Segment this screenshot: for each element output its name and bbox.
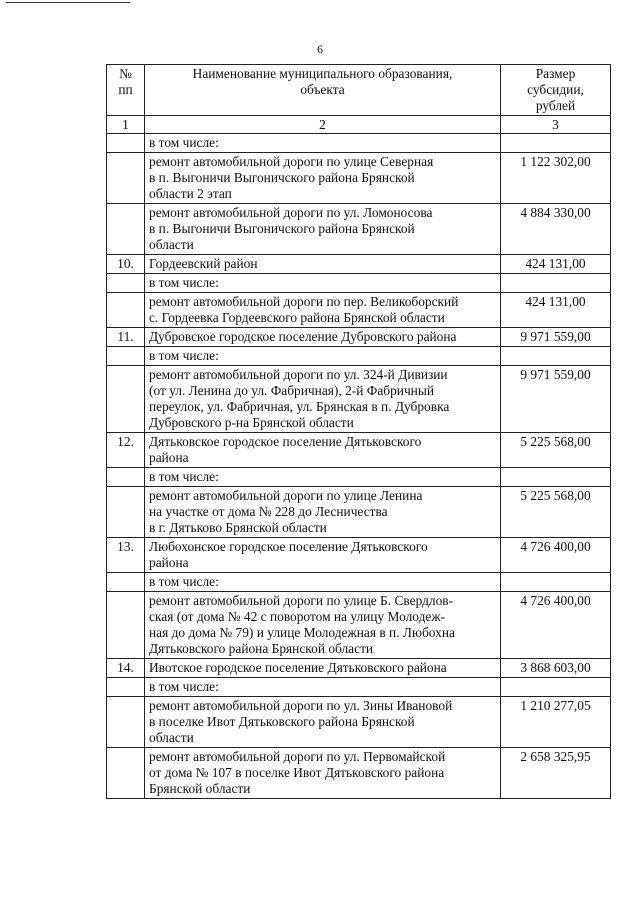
- object-name: ремонт автомобильной дороги по ул. Первомайской от дома № 107 в поселке Ивот Дятьковского района Брянской области: [145, 748, 501, 799]
- including-label: в том числе:: [145, 678, 501, 697]
- table-row: [107, 153, 611, 204]
- row-number: [107, 134, 145, 153]
- row-number: [107, 347, 145, 366]
- header-amount: Размер субсидии, рублей: [501, 65, 611, 116]
- table-row: [107, 255, 611, 274]
- subsidy-amount: 5 225 568,00: [501, 487, 611, 538]
- subsidy-table: [106, 64, 611, 799]
- subsidy-amount: 1 122 302,00: [501, 153, 611, 204]
- including-label: в том числе:: [145, 468, 501, 487]
- municipality-name: Любохонское городское поселение Дятьковского района: [145, 538, 501, 573]
- object-name: ремонт автомобильной дороги по ул. Ломоносова в п. Выгоничи Выгоничского района Брянской области: [145, 204, 501, 255]
- object-name: ремонт автомобильной дороги по улице Б. Свердлов- ская (от дома № 42 с поворотом на улицу Молодеж- ная до дома № 79) и улице Молодежная в п. Любохна Дятьковского района Брянской области: [145, 592, 501, 659]
- subsidy-amount: 2 658 325,95: [501, 748, 611, 799]
- including-label: в том числе:: [145, 573, 501, 592]
- row-number: [107, 678, 145, 697]
- row-number: [107, 487, 145, 538]
- subsidy-amount: 424 131,00: [501, 255, 611, 274]
- row-number: [107, 592, 145, 659]
- row-number: [107, 573, 145, 592]
- column-index: 3: [501, 116, 611, 134]
- table-row: [107, 487, 611, 538]
- table-row: [107, 538, 611, 573]
- row-number: 12.: [107, 433, 145, 468]
- row-number: [107, 697, 145, 748]
- page-number: 6: [317, 42, 323, 56]
- municipality-name: Ивотское городское поселение Дятьковского района: [145, 659, 501, 678]
- header-row: [107, 65, 611, 116]
- row-number: [107, 204, 145, 255]
- municipality-name: Гордеевский район: [145, 255, 501, 274]
- row-number: 10.: [107, 255, 145, 274]
- table-row: [107, 468, 611, 487]
- subsidy-amount: [501, 134, 611, 153]
- table-row: [107, 433, 611, 468]
- column-index: 2: [145, 116, 501, 134]
- row-number: 11.: [107, 328, 145, 347]
- row-number: [107, 293, 145, 328]
- header-num: № пп: [107, 65, 145, 116]
- subsidy-amount: [501, 468, 611, 487]
- subsidy-amount: 424 131,00: [501, 293, 611, 328]
- object-name: ремонт автомобильной дороги по улице Северная в п. Выгоничи Выгоничского района Брянской области 2 этап: [145, 153, 501, 204]
- table-row: [107, 347, 611, 366]
- table-row: [107, 592, 611, 659]
- row-number: [107, 274, 145, 293]
- subsidy-amount: [501, 678, 611, 697]
- top-rule: [6, 2, 130, 3]
- column-index: 1: [107, 116, 145, 134]
- object-name: ремонт автомобильной дороги по ул. 324-й Дивизии (от ул. Ленина до ул. Фабричная), 2-й Фабричный переулок, ул. Фабричная, ул. Брянская в п. Дубровка Дубровского р-на Брянской области: [145, 366, 501, 433]
- subsidy-amount: 4 884 330,00: [501, 204, 611, 255]
- subsidy-amount: [501, 274, 611, 293]
- table-row: [107, 328, 611, 347]
- object-name: ремонт автомобильной дороги по улице Ленина на участке от дома № 228 до Лесничества в г. Дятьково Брянской области: [145, 487, 501, 538]
- table-row: [107, 678, 611, 697]
- table-row: [107, 366, 611, 433]
- table-row: [107, 748, 611, 799]
- subsidy-amount: 9 971 559,00: [501, 366, 611, 433]
- row-number: [107, 366, 145, 433]
- row-number: 13.: [107, 538, 145, 573]
- row-number: 14.: [107, 659, 145, 678]
- subsidy-amount: [501, 573, 611, 592]
- subsidy-amount: 4 726 400,00: [501, 592, 611, 659]
- subsidy-amount: 1 210 277,05: [501, 697, 611, 748]
- table-row: [107, 274, 611, 293]
- subsidy-amount: 9 971 559,00: [501, 328, 611, 347]
- subsidy-amount: [501, 347, 611, 366]
- subsidy-amount: 5 225 568,00: [501, 433, 611, 468]
- table-row: [107, 293, 611, 328]
- row-number: [107, 748, 145, 799]
- row-number: [107, 468, 145, 487]
- including-label: в том числе:: [145, 134, 501, 153]
- row-number: [107, 153, 145, 204]
- table-row: [107, 573, 611, 592]
- table-body: [107, 134, 611, 799]
- column-index-row: [107, 116, 611, 134]
- table-row: [107, 697, 611, 748]
- municipality-name: Дятьковское городское поселение Дятьковского района: [145, 433, 501, 468]
- table-row: [107, 204, 611, 255]
- subsidy-amount: 4 726 400,00: [501, 538, 611, 573]
- including-label: в том числе:: [145, 347, 501, 366]
- table-row: [107, 659, 611, 678]
- including-label: в том числе:: [145, 274, 501, 293]
- header-name: Наименование муниципального образования, объекта: [145, 65, 501, 116]
- municipality-name: Дубровское городское поселение Дубровского района: [145, 328, 501, 347]
- object-name: ремонт автомобильной дороги по ул. Зины Ивановой в поселке Ивот Дятьковского района Брянской области: [145, 697, 501, 748]
- subsidy-amount: 3 868 603,00: [501, 659, 611, 678]
- object-name: ремонт автомобильной дороги по пер. Великоборский с. Гордеевка Гордеевского района Брянской области: [145, 293, 501, 328]
- table-row: [107, 134, 611, 153]
